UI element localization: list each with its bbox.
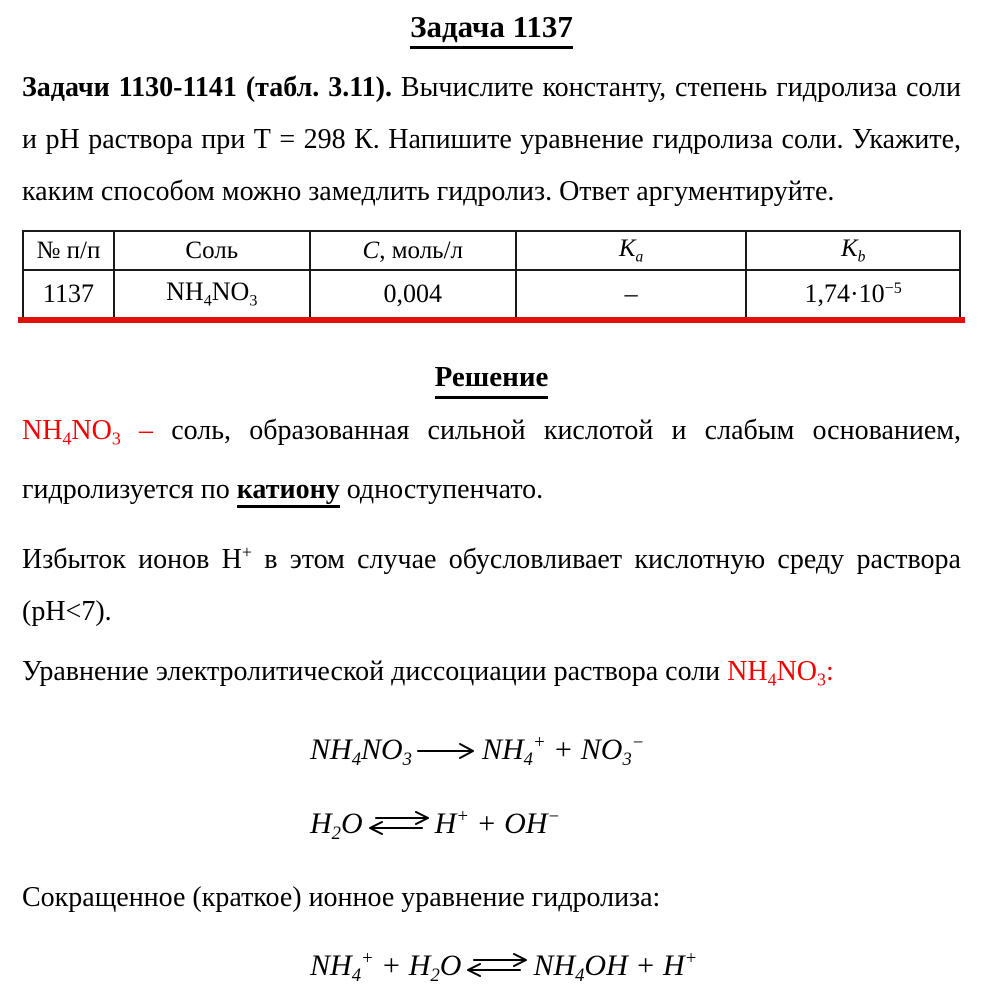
- cell-ka: –: [516, 270, 747, 317]
- equation-salt-dissociation: [310, 714, 961, 788]
- ka-symbol: K: [618, 234, 636, 262]
- header-salt: Соль: [114, 231, 310, 270]
- problems-table: [22, 230, 961, 317]
- solution-paragraph-1: [22, 405, 961, 516]
- eq2-rhs: H+ + OH−: [434, 805, 561, 840]
- p3-colon: :: [825, 656, 834, 688]
- p1-text-2: одноступенчато.: [339, 474, 544, 506]
- equation-ionic-hydrolysis: [310, 930, 961, 1004]
- header-kb: [746, 231, 960, 270]
- cell-concentration: 0,004: [310, 270, 516, 317]
- eq2-lhs: $H_2O$: [310, 806, 363, 844]
- intro-lead: Задачи 1130-1141 (табл. 3.11).: [22, 72, 392, 103]
- eq1-lhs: $NH_4NO_3$: [310, 732, 412, 770]
- cell-salt: $NH_4NO_3$: [114, 270, 310, 317]
- ka-subscript: a: [635, 248, 644, 266]
- eq1-rhs: $NH_4^+ + NO_3^-$: [481, 731, 645, 770]
- eq3-rhs: $NH_4OH + H^+$: [533, 947, 698, 986]
- equilibrium-arrow-icon: [464, 952, 530, 978]
- equation-bottom-block: [310, 930, 961, 1004]
- solution-heading: [22, 361, 961, 399]
- solution-heading-text: Решение: [435, 361, 549, 399]
- right-arrow-icon: [415, 740, 479, 762]
- intro-paragraph: [22, 62, 961, 218]
- header-concentration: [310, 231, 516, 270]
- equations-block: [310, 714, 961, 862]
- table-data-row: [23, 270, 960, 317]
- header-ka: [516, 231, 747, 270]
- formula-nh4no3: $NH_4NO_3$: [22, 415, 121, 449]
- equation-water-dissociation: [310, 788, 961, 862]
- concentration-symbol: C: [362, 236, 380, 264]
- kb-symbol: K: [840, 234, 858, 262]
- formula-nh4no3-2: $NH_4NO_3$: [727, 656, 826, 690]
- equilibrium-arrow-icon: [366, 810, 432, 836]
- cell-number: 1137: [23, 270, 114, 317]
- kb-subscript: b: [857, 248, 866, 266]
- intro-body: Вычислите константу, степень гидролиза соли и рН раствора при Т = 298 К. Напишите уравнение гидролиза соли. Укажите, каким способом можно замедлить гидролиз. Ответ аргументируйте.: [22, 72, 961, 207]
- cell-kb: $1,74\cdot 10^{-5}$: [746, 270, 960, 317]
- problem-title: [22, 10, 961, 49]
- concentration-units: , моль/л: [379, 236, 463, 264]
- solution-paragraph-3: [22, 646, 961, 705]
- eq3-lhs: $NH_4^+ + H_2O$: [310, 947, 462, 986]
- solution-paragraph-4: Сокращенное (краткое) ионное уравнение гидролиза:: [22, 881, 661, 913]
- header-number: № п/п: [23, 231, 114, 270]
- cation-emphasis: катиону: [237, 474, 340, 508]
- red-dash: –: [120, 415, 172, 446]
- p3-text: Уравнение электролитической диссоциации раствора соли: [22, 656, 728, 688]
- solution-paragraph-2: Избыток ионов Н+ в этом случае обусловливает кислотную среду раствора (рН<7).: [22, 542, 961, 628]
- table-header-row: [23, 231, 960, 270]
- p1-text-1: соль, образованная сильной кислотой и слабым основанием, гидролизуется по: [22, 415, 961, 506]
- red-divider: [18, 317, 965, 323]
- problem-title-text: Задача 1137: [410, 10, 573, 49]
